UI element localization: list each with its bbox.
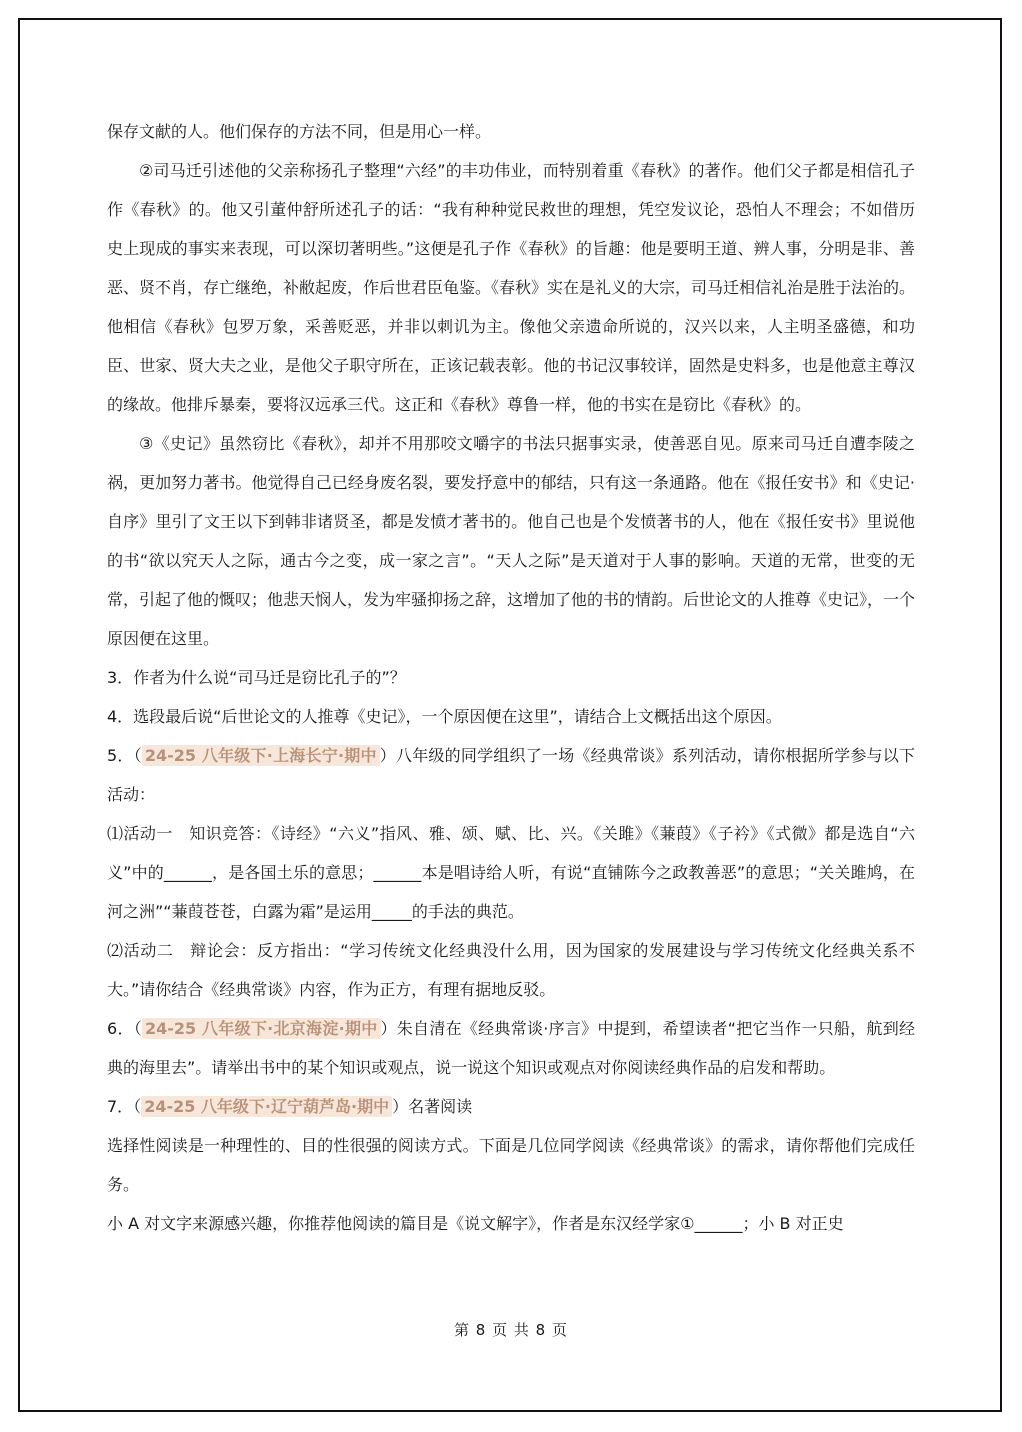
- source-tag: 24-25 八年级下·辽宁葫芦岛·期中: [141, 1096, 392, 1117]
- paragraph-2: ②司马迁引述他的父亲称扬孔子整理“六经”的丰功伟业，而特别着重《春秋》的著作。他们父子都是相信孔子作《春秋》的。他又引董仲舒所述孔子的话：“我有种种觉民救世的理想，凭空发议论，恐怕人不理会；不如借历史上现成的事实来表现，可以深切著明些。”这便是孔子作《春秋》的旨趣：他是要明王道、辨人事，分明是非、善恶、贤不肖，存亡继绝，补敝起废，作后世君臣龟鉴。《春秋》实在是礼义的大宗，司马迁相信礼治是胜于法治的。他相信《春秋》包罗万象，采善贬恶，并非以刺讥为主。像他父亲遗命所说的，汉兴以来，人主明圣盛德，和功臣、世家、贤大夫之业，是他父子职守所在，正该记载表彰。他的书记汉事较详，固然是史料多，也是他意主尊汉的缘故。他排斥暴秦，要将汉远承三代。这正和《春秋》尊鲁一样，他的书实在是窃比《春秋》的。: [107, 161, 916, 414]
- question-7-number: 7．（: [107, 1097, 142, 1116]
- question-5: [107, 736, 915, 814]
- question-5-number: 5．（: [107, 746, 142, 765]
- question-5-activity-2: ⑵活动二 辩论会：反方指出：“学习传统文化经典没什么用，因为国家的发展建设与学习传统文化经典关系不大。”请你结合《经典常谈》内容，作为正方，有理有据地反驳。: [107, 941, 915, 999]
- question-4: 4．选段最后说“后世论文的人推尊《史记》，一个原因便在这里”，请结合上文概括出这个原因。: [107, 707, 782, 726]
- question-7-intro: 选择性阅读是一种理性的、目的性很强的阅读方式。下面是几位同学阅读《经典常谈》的需求，请你帮他们完成任务。: [107, 1136, 915, 1194]
- question-3: 3．作者为什么说“司马迁是窃比孔子的”？: [107, 668, 406, 687]
- question-5-text: ）八年级的同学组织了一场《经典常谈》系列活动，请你根据所学参与以下活动：: [107, 746, 915, 804]
- source-tag: 24-25 八年级下·北京海淀·期中: [142, 1018, 380, 1039]
- question-6-text: ）朱自清在《经典常谈·序言》中提到，希望读者“把它当作一只船，航到经典的海里去”。请举出书中的某个知识或观点，说一说这个知识或观点对你阅读经典作品的启发和帮助。: [107, 1019, 915, 1077]
- question-7: [107, 1087, 915, 1126]
- question-6-number: 6．（: [107, 1019, 143, 1038]
- question-5-activity-1: ⑴活动一 知识竞答：《诗经》“六义”指风、雅、颂、赋、比、兴。《关雎》《蒹葭》《子衿》《式微》都是选自“六义”中的______，是各国土乐的意思；______本是唱诗给人听，有说“直铺陈今之政教善恶”的意思；“关关雎鸠，在河之洲”“蒹葭苍苍，白露为霜”是运用_____的手法的典范。: [107, 824, 915, 921]
- paragraph-3: ③《史记》虽然窃比《春秋》，却并不用那咬文嚼字的书法只据事实录，使善恶自见。原来司马迁自遭李陵之祸，更加努力著书。他觉得自己已经身废名裂，要发抒意中的郁结，只有这一条通路。他在《报任安书》和《史记·自序》里引了文王以下到韩非诸贤圣，都是发愤才著书的。他自己也是个发愤著书的人，他在《报任安书》里说他的书“欲以究天人之际，通古今之变，成一家之言”。“天人之际”是天道对于人事的影响。天道的无常，世变的无常，引起了他的慨叹；他悲天悯人，发为牢骚抑扬之辞，这增加了他的书的情韵。后世论文的人推尊《史记》，一个原因便在这里。: [107, 434, 916, 648]
- document-body: [107, 112, 915, 1243]
- page-footer: 第 8 页 共 8 页: [454, 1321, 568, 1339]
- question-7-text: ）名著阅读: [392, 1097, 473, 1116]
- question-7-task-a: 小 A 对文字来源感兴趣，你推荐他阅读的篇目是《说文解字》，作者是东汉经学家①______；小 B 对正史: [107, 1214, 844, 1233]
- question-6: [107, 1009, 915, 1087]
- paragraph-continuation: 保存文献的人。他们保存的方法不同，但是用心一样。: [107, 122, 492, 141]
- source-tag: 24-25 八年级下·上海长宁·期中: [142, 745, 380, 766]
